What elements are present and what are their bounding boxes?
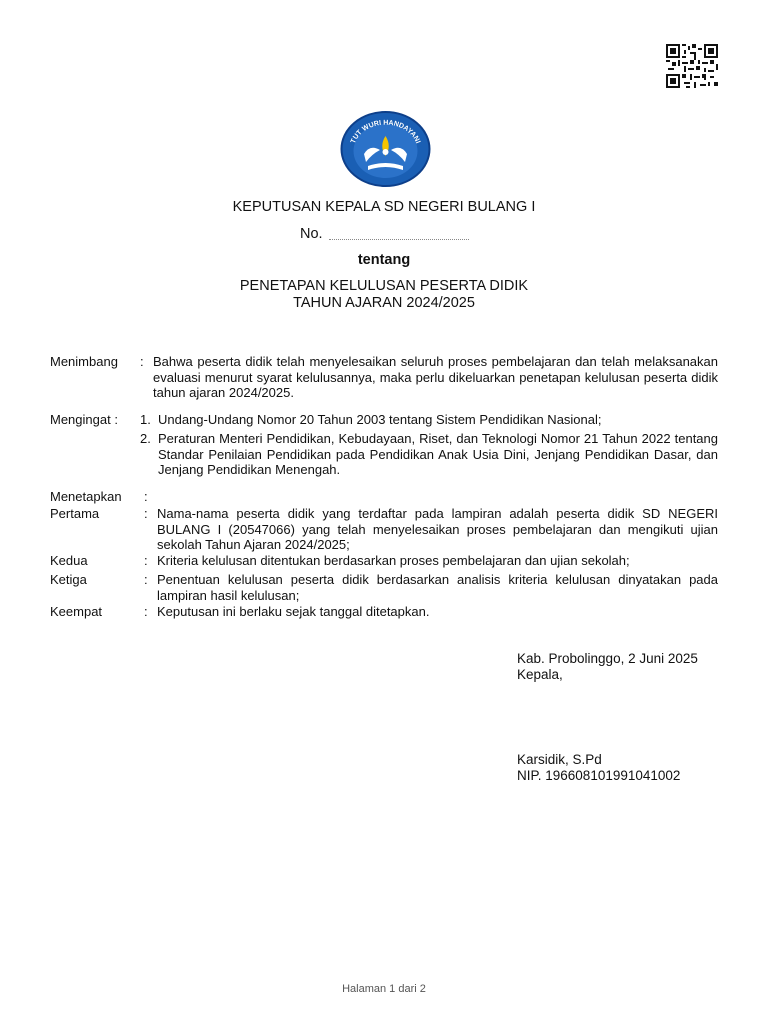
pertama-label: Pertama <box>50 506 100 521</box>
mengingat-num-2: 2. <box>140 431 151 446</box>
keempat-item <box>50 604 720 622</box>
number-blank <box>329 239 469 240</box>
menetapkan-label: Menetapkan <box>50 489 122 504</box>
decree-title: KEPUTUSAN KEPALA SD NEGERI BULANG I <box>232 199 536 215</box>
about-label: tentang <box>357 252 411 268</box>
signatory-nip: NIP. 196608101991041002 <box>517 768 681 783</box>
menimbang-text: Bahwa peserta didik telah menyelesaikan seluruh proses pembelajaran dan telah melaksanakan evaluasi menurut syarat kelulusannya, maka perlu dikeluarkan penetapan kelulusan peserta didik tahun ajaran 2024/2025. <box>153 354 718 400</box>
page-number: Halaman 1 dari 2 <box>342 983 426 995</box>
subject-line-1: PENETAPAN KELULUSAN PESERTA DIDIK <box>239 278 529 294</box>
mengingat-item-2: Peraturan Menteri Pendidikan, Kebudayaan, Riset, dan Teknologi Nomor 21 Tahun 2022 tentang Standar Penilaian Pendidikan pada Pendidikan Anak Usia Dini, Jenjang Pendidikan Dasar, dan Jenjang Pendidikan Menengah. <box>158 431 718 477</box>
ketiga-label: Ketiga <box>50 572 87 587</box>
ketiga-item <box>50 572 720 604</box>
signature-place-date: Kab. Probolinggo, 2 Juni 2025 <box>517 651 698 666</box>
svg-text:TUT WURI HANDAYANI: TUT WURI HANDAYANI <box>349 119 422 145</box>
kedua-item <box>50 553 720 571</box>
menimbang-section <box>50 354 720 402</box>
kedua-text: Kriteria kelulusan ditentukan berdasarkan proses pembelajaran dan ujian sekolah; <box>157 553 630 568</box>
mengingat-label: Mengingat : <box>50 412 118 427</box>
keempat-label: Keempat <box>50 604 103 619</box>
menetapkan-section <box>50 489 720 507</box>
mengingat-item-1: Undang-Undang Nomor 20 Tahun 2003 tentang Sistem Pendidikan Nasional; <box>158 412 602 427</box>
qr-code <box>666 44 718 88</box>
menetapkan-colon: : <box>144 489 148 504</box>
kedua-label: Kedua <box>50 553 88 568</box>
mengingat-section <box>50 412 720 476</box>
kedua-colon: : <box>144 553 148 568</box>
signature-position: Kepala, <box>517 667 563 682</box>
pertama-item <box>50 506 720 554</box>
keempat-text: Keputusan ini berlaku sejak tanggal ditetapkan. <box>157 604 430 619</box>
number-label: No. <box>300 226 323 242</box>
menimbang-colon: : <box>140 354 144 369</box>
decree-number <box>300 226 469 242</box>
ketiga-colon: : <box>144 572 148 587</box>
pertama-text: Nama-nama peserta didik yang terdaftar pada lampiran adalah peserta didik SD NEGERI BULANG I (20547066) yang telah menyelesaikan proses pembelajaran dan mengikuti ujian sekolah Tahun Ajaran 2024/2025; <box>157 506 718 552</box>
tut-wuri-handayani-logo <box>340 110 431 188</box>
mengingat-num-1: 1. <box>140 412 151 427</box>
ketiga-text: Penentuan kelulusan peserta didik berdasarkan analisis kriteria kelulusan dinyatakan pada lampiran hasil kelulusan; <box>157 572 718 603</box>
signatory-name: Karsidik, S.Pd <box>517 752 602 767</box>
keempat-colon: : <box>144 604 148 619</box>
pertama-colon: : <box>144 506 148 521</box>
menimbang-label: Menimbang <box>50 354 118 369</box>
decree-subject <box>0 278 768 312</box>
subject-line-2: TAHUN AJARAN 2024/2025 <box>293 295 475 311</box>
